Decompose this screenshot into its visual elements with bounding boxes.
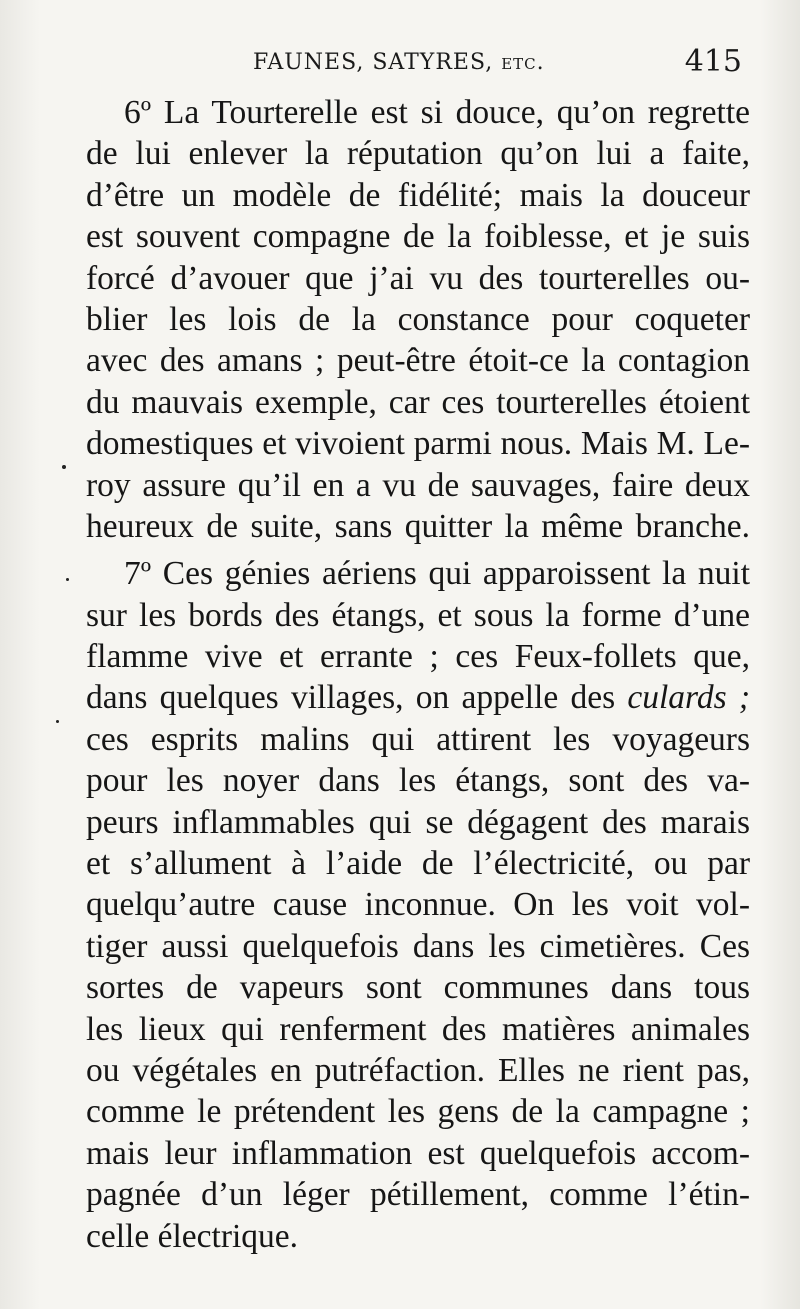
text-line: tiger aussi quelquefois dans les cimetières. Ces	[86, 927, 750, 965]
paragraph-feux-follets	[86, 553, 750, 1257]
text-line: celle électrique.	[86, 1217, 299, 1255]
text-line: est souvent compagne de la foiblesse, et je suis	[86, 218, 750, 256]
text-line: sur les bords des étangs, et sous la forme d’une	[86, 596, 750, 634]
text-line: 6º La Tourterelle est si douce, qu’on regrette	[124, 94, 750, 131]
text-line: d’être un modèle de fidélité; mais la douceur	[86, 176, 750, 214]
text-line: forcé d’avouer que j’ai vu des tourterelles ou-	[86, 259, 750, 297]
body-text	[86, 92, 750, 1257]
text-line: peurs inflammables qui se dégagent des marais	[86, 803, 750, 841]
ink-speck	[62, 465, 66, 469]
running-head: FAUNES, SATYRES, etc.	[253, 50, 545, 75]
italic-term: culards ;	[627, 679, 750, 717]
text-line: pour les noyer dans les étangs, sont des va-	[86, 762, 750, 800]
text-line: de lui enlever la réputation qu’on lui a faite,	[86, 135, 750, 173]
text-line: comme le prétendent les gens de la campagne ;	[86, 1093, 750, 1131]
text-line: les lieux qui renferment des matières animales	[86, 1010, 750, 1048]
text-line: flamme vive et errante ; ces Feux-follets que,	[86, 638, 750, 676]
text-run: dans quelques villages, on appelle des	[86, 679, 616, 717]
text-line: avec des amans ; peut-être étoit-ce la contagion	[86, 342, 750, 380]
page-number: 415	[684, 44, 742, 79]
ink-speck	[66, 578, 69, 581]
text-line: roy assure qu’il en a vu de sauvages, faire deux	[86, 466, 750, 504]
text-line: 7º Ces génies aériens qui apparoissent la nuit	[124, 555, 750, 593]
text-line: domestiques et vivoient parmi nous. Mais M. Le-	[86, 425, 750, 463]
text-line: pagnée d’un léger pétillement, comme l’étin-	[86, 1176, 750, 1214]
text-line: ces esprits malins qui attirent les voyageurs	[86, 720, 750, 758]
paragraph-tourterelle	[86, 92, 750, 547]
text-line: heureux de suite, sans quitter la même branche.	[86, 507, 750, 545]
text-line: blier les lois de la constance pour coqueter	[86, 300, 750, 338]
text-line: du mauvais exemple, car ces tourterelles étoient	[86, 383, 750, 421]
text-line-with-italic	[86, 677, 750, 718]
ink-speck	[56, 720, 59, 723]
page-header	[88, 44, 748, 84]
text-line: sortes de vapeurs sont communes dans tous	[86, 969, 750, 1007]
text-line: mais leur inflammation est quelquefois accom-	[86, 1134, 750, 1172]
text-line: quelqu’autre cause inconnue. On les voit vol-	[86, 886, 750, 924]
text-line: et s’allument à l’aide de l’électricité, ou par	[86, 845, 750, 883]
text-line: ou végétales en putréfaction. Elles ne rient pas,	[86, 1051, 750, 1089]
